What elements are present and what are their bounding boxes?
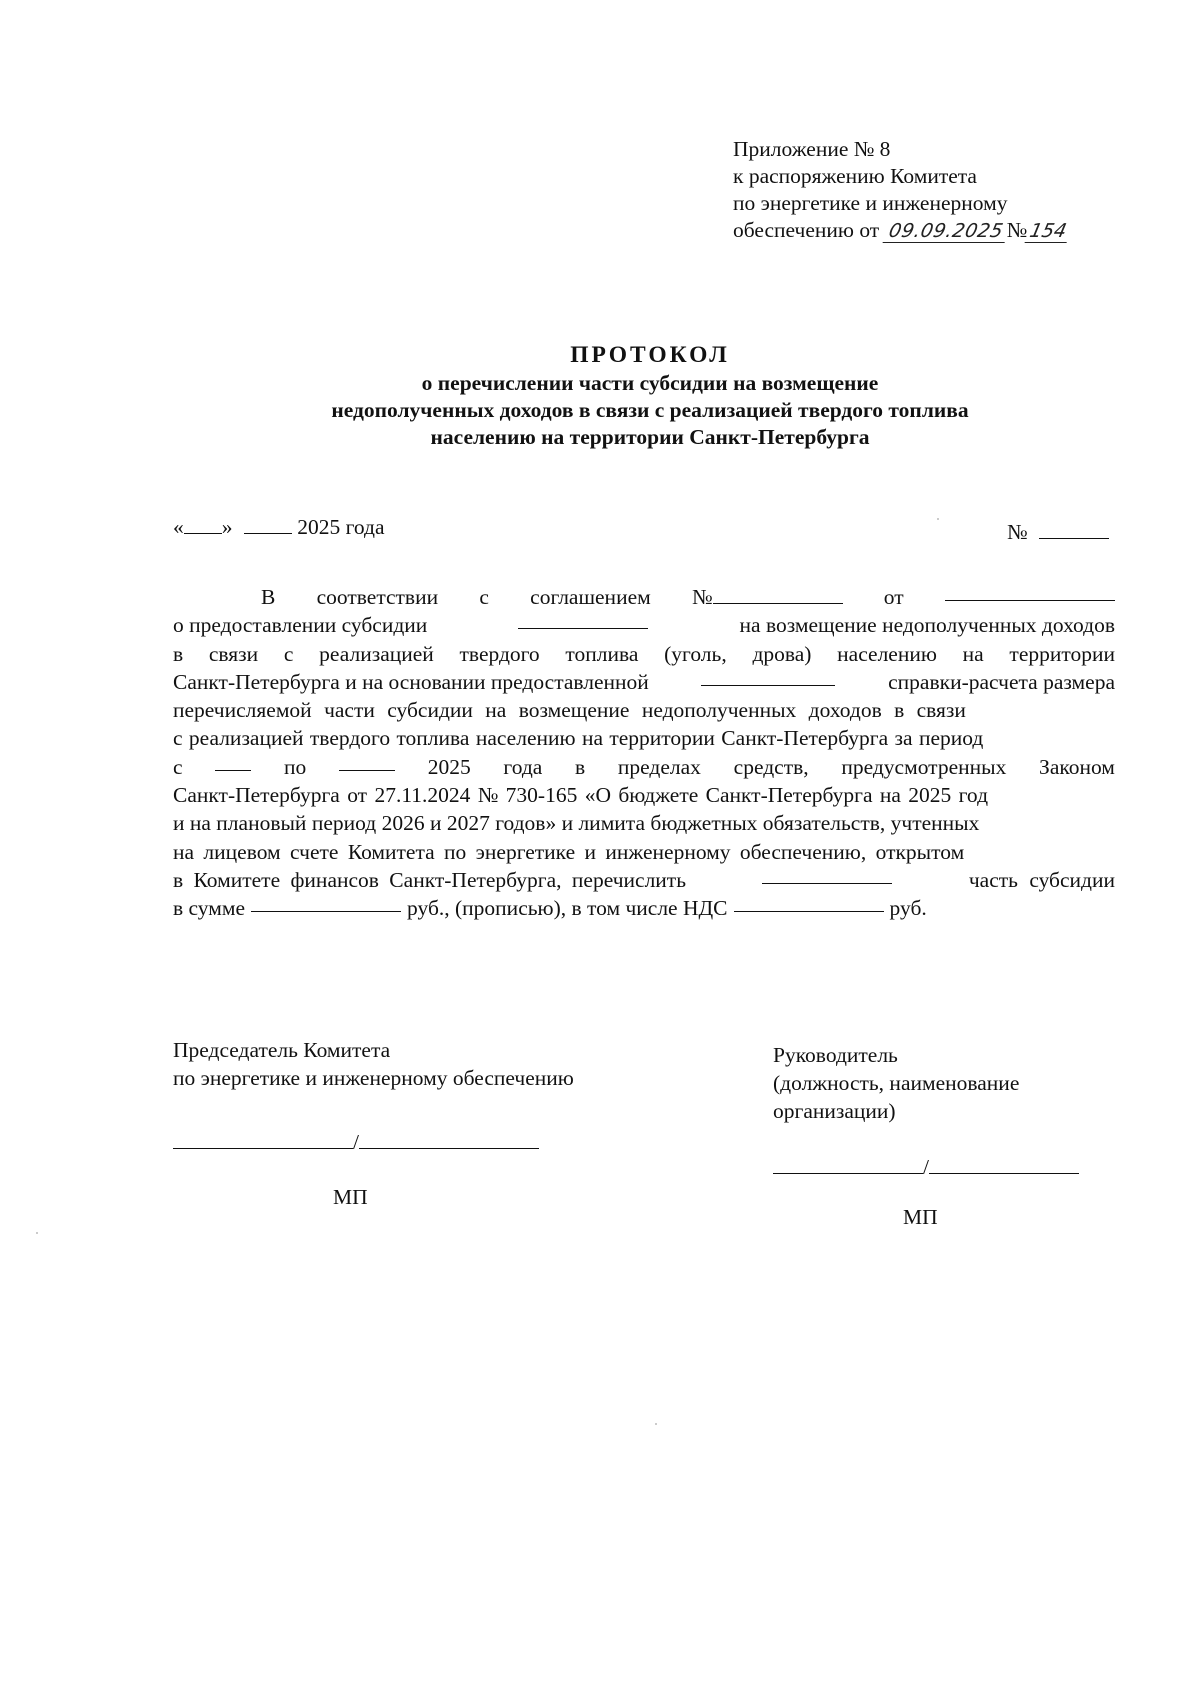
recipient-blank-3 xyxy=(762,866,892,884)
period-from-blank xyxy=(215,753,251,771)
body-row-11 xyxy=(173,866,1115,894)
agreement-number xyxy=(692,583,843,611)
scan-speck xyxy=(937,518,939,520)
agreement-date-blank xyxy=(945,583,1115,601)
chairman-name-blank xyxy=(359,1131,539,1149)
appendix-line-2: к распоряжению Комитета xyxy=(733,164,977,188)
body-text-segment: руб. xyxy=(889,896,927,921)
chairman-committee: по энергетике и инженерному обеспечению xyxy=(173,1066,574,1090)
title-subline-1: о перечислении части субсидии на возмещение xyxy=(421,371,879,395)
word-soglasheniem: соглашением xyxy=(530,585,651,609)
document-title-block xyxy=(170,340,1130,451)
head-stamp-place: МП xyxy=(903,1205,938,1229)
body-text-segment: часть субсидии xyxy=(968,867,1115,892)
body-paragraph xyxy=(173,583,1115,923)
protocol-number-blank xyxy=(1039,521,1109,539)
scan-speck xyxy=(655,1423,657,1425)
word-sredstv: средств, xyxy=(733,754,809,779)
body-row-8 xyxy=(173,781,1115,809)
body-text-segment: и на плановый период 2026 и 2027 годов» и лимита бюджетных обязательств, учтенных xyxy=(173,811,980,836)
head-signature-block xyxy=(773,1041,1173,1125)
body-text-segment: на лицевом счете Комитета по энергетике и инженерному обеспечению, открытом xyxy=(173,839,965,864)
body-text-segment: в сумме xyxy=(173,896,246,921)
appendix-number-sign: № xyxy=(1006,218,1028,242)
body-text-segment: о предоставлении субсидии xyxy=(173,613,428,638)
period-to-blank xyxy=(339,753,395,771)
agreement-number-blank xyxy=(713,586,843,604)
chairman-signature-blank xyxy=(173,1131,353,1149)
protocol-number-sign: № xyxy=(1007,520,1028,544)
word-predusmotrennyh: предусмотренных xyxy=(841,754,1007,779)
body-text-segment: Санкт-Петербурга от 27.11.2024 № 730-165 «О бюджете Санкт-Петербурга на 2025 год xyxy=(173,783,989,808)
body-row-12 xyxy=(173,894,1115,922)
document-title: ПРОТОКОЛ xyxy=(570,342,730,368)
word-v: В xyxy=(261,585,276,609)
chairman-signature-slash: / xyxy=(353,1130,359,1154)
appendix-block xyxy=(733,136,1153,244)
word-s-period: с xyxy=(173,754,183,779)
word-po: по xyxy=(283,754,307,779)
body-text-segment: перечисляемой части субсидии на возмещение недополученных доходов в связи xyxy=(173,698,966,723)
head-organization-note: организации) xyxy=(773,1099,896,1123)
title-subline-3: населению на территории Санкт-Петербурга xyxy=(430,425,870,449)
body-row-3 xyxy=(173,640,1115,668)
body-text-segment: руб., (прописью), в том числе НДС xyxy=(407,896,728,921)
appendix-line-4 xyxy=(733,217,1153,244)
body-text-segment: с реализацией твердого топлива населению на территории Санкт-Петербурга за период xyxy=(173,726,984,751)
body-text-segment: Санкт-Петербурга и на основании предоставленной xyxy=(173,669,649,694)
word-sootvetstvii: соответствии xyxy=(316,585,439,609)
day-blank xyxy=(184,516,222,534)
month-blank xyxy=(244,516,292,534)
head-signature-blank xyxy=(773,1156,923,1174)
body-row-7 xyxy=(173,753,1115,781)
body-text-segment: в Комитете финансов Санкт-Петербурга, перечислить xyxy=(173,867,687,892)
appendix-line-3: по энергетике и инженерному xyxy=(733,191,1008,215)
protocol-number xyxy=(1007,520,1109,545)
body-text-segment: в связи с реализацией твердого топлива (уголь, дрова) населению на территории xyxy=(173,641,1115,666)
appendix-line-1: Приложение № 8 xyxy=(733,137,891,161)
body-text-segment: справки-расчета размера xyxy=(888,669,1115,694)
word-2025: 2025 xyxy=(427,754,471,779)
chairman-title: Председатель Комитета xyxy=(173,1038,391,1062)
date-close-quote: » xyxy=(221,515,233,539)
word-ot: от xyxy=(883,585,904,609)
body-text-segment: на возмещение недополученных доходов xyxy=(739,613,1115,638)
chairman-stamp-place: МП xyxy=(333,1185,368,1209)
agreement-number-sign: № xyxy=(692,585,713,609)
vat-blank xyxy=(734,894,884,912)
body-row-9 xyxy=(173,809,1115,837)
head-signature-line xyxy=(773,1155,1079,1180)
handwritten-number: 154 xyxy=(1025,220,1072,243)
word-goda: года xyxy=(503,754,543,779)
word-zakonom: Законом xyxy=(1039,754,1115,779)
handwritten-date: 09.09.2025 xyxy=(882,220,1009,243)
word-v-predelah: в xyxy=(575,754,586,779)
body-row-6 xyxy=(173,724,1115,752)
chairman-signature-block xyxy=(173,1036,653,1092)
body-row-4 xyxy=(173,668,1115,696)
body-row-2 xyxy=(173,611,1115,639)
chairman-signature-line xyxy=(173,1130,539,1155)
date-year: 2025 года xyxy=(297,515,385,539)
protocol-date xyxy=(173,515,385,540)
recipient-blank-1 xyxy=(518,611,648,629)
body-row-5 xyxy=(173,696,1115,724)
appendix-date-prefix: обеспечению от xyxy=(733,218,880,242)
date-open-quote: « xyxy=(173,515,184,539)
scan-speck xyxy=(36,1232,38,1234)
body-row-1 xyxy=(173,583,1115,611)
head-position-note: (должность, наименование xyxy=(773,1071,1020,1095)
recipient-blank-2 xyxy=(701,668,835,686)
head-name-blank xyxy=(929,1156,1079,1174)
body-row-10 xyxy=(173,838,1115,866)
title-subline-2: недополученных доходов в связи с реализацией твердого топлива xyxy=(331,398,969,422)
head-title: Руководитель xyxy=(773,1043,898,1067)
amount-blank xyxy=(251,894,401,912)
head-signature-slash: / xyxy=(923,1155,929,1179)
word-s: с xyxy=(479,585,489,609)
word-predelah: пределах xyxy=(617,754,701,779)
